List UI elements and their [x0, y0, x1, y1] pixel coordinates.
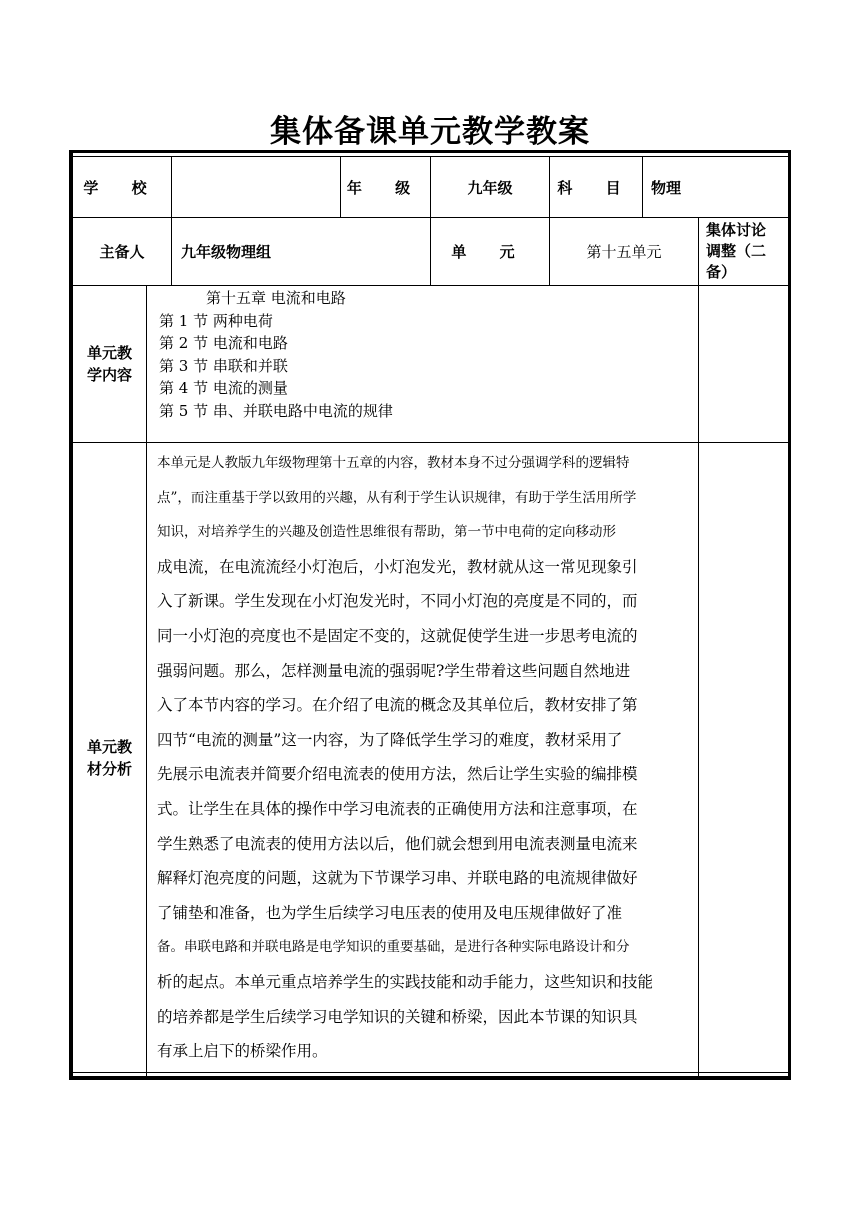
analysis-line: 式。让学生在具体的操作中学习电流表的正确使用方法和注意事项，在	[157, 799, 638, 818]
analysis-line: 入了本节内容的学习。在介绍了电流的概念及其单位后，教材安排了第	[157, 696, 638, 715]
section-item: 第 3 节 串联和并联	[159, 356, 288, 375]
school-label: 学 校	[83, 178, 161, 197]
col-divider	[698, 217, 699, 285]
page-title: 集体备课单元教学教案	[270, 114, 590, 150]
discussion-label-line: 集体讨论	[706, 221, 767, 239]
analysis-line: 成电流，在电流流经小灯泡后，小灯泡发光，教材就从这一常见现象引	[157, 557, 638, 576]
section-item: 第 1 节 两种电荷	[159, 311, 273, 330]
unit-label: 单 元	[451, 243, 529, 261]
textbook-analysis-label	[73, 443, 146, 1072]
grade-value: 九年级	[467, 178, 513, 197]
analysis-line: 知识，对培养学生的兴趣及创造性思维很有帮助，第一节中电荷的定向移动形	[157, 524, 616, 541]
subject-label: 科 目	[557, 178, 635, 197]
unit-content-list	[159, 287, 393, 422]
subject-value: 物理	[651, 178, 682, 197]
analysis-line: 了铺垫和准备，也为学生后续学习电压表的使用及电压规律做好了准	[157, 903, 623, 922]
analysis-line: 有承上启下的桥梁作用。	[157, 1042, 328, 1061]
col-divider	[642, 156, 643, 217]
analysis-line: 本单元是人教版九年级物理第十五章的内容，教材本身不过分强调学科的逻辑特	[157, 455, 630, 471]
analysis-line: 先展示电流表并简要介绍电流表的使用方法，然后让学生实验的编排模	[157, 765, 638, 784]
row-divider	[73, 442, 788, 443]
table-border-top	[69, 150, 791, 153]
section-item: 第 5 节 串、并联电路中电流的规律	[159, 401, 393, 420]
analysis-label-line: 单元教	[86, 737, 132, 756]
row-divider	[73, 1072, 788, 1073]
unit-content-label-line: 学内容	[86, 366, 132, 384]
discussion-label-line: 备）	[706, 263, 737, 281]
table-border-bottom	[69, 1076, 791, 1080]
grade-label: 年 级	[346, 178, 425, 197]
analysis-line: 四节“电流的测量”这一内容，为了降低学生学习的难度，教材采用了	[157, 730, 623, 749]
table-border-right	[788, 150, 791, 1080]
preparer-value: 九年级物理组	[181, 243, 272, 261]
analysis-line: 点”，而注重基于学以致用的兴趣，从有利于学生认识规律，有助于学生活用所学	[157, 489, 637, 506]
analysis-line: 强弱问题。那么，怎样测量电流的强弱呢?学生带着这些问题自然地进	[157, 661, 631, 680]
school-value	[172, 157, 340, 217]
row-divider	[73, 285, 788, 286]
analysis-line: 入了新课。学生发现在小灯泡发光时，不同小灯泡的亮度是不同的，而	[157, 592, 638, 611]
unit-value: 第十五单元	[586, 243, 662, 261]
analysis-line: 的培养都是学生后续学习电学知识的关键和桥梁，因此本节课的知识具	[157, 1007, 638, 1026]
chapter-title: 第十五章 电流和电路	[206, 289, 346, 307]
col-divider	[146, 285, 147, 1076]
col-divider	[698, 285, 699, 1076]
unit-content-label	[73, 286, 146, 442]
col-divider	[171, 217, 172, 285]
analysis-line: 解释灯泡亮度的问题，这就为下节课学习串、并联电路的电流规律做好	[157, 869, 638, 888]
unit-content-label-line: 单元教	[86, 344, 132, 362]
analysis-line: 析的起点。本单元重点培养学生的实践技能和动手能力，这些知识和技能	[157, 972, 654, 991]
section-item: 第 4 节 电流的测量	[159, 379, 288, 397]
analysis-line: 学生熟悉了电流表的使用方法以后，他们就会想到用电流表测量电流来	[157, 834, 638, 853]
discussion-label-line: 调整（二	[706, 242, 767, 260]
section-item: 第 2 节 电流和电路	[159, 334, 288, 352]
analysis-label-line: 材分析	[86, 759, 132, 778]
textbook-analysis-text	[157, 446, 689, 1069]
analysis-line: 同一小灯泡的亮度也不是固定不变的，这就促使学生进一步思考电流的	[157, 626, 638, 645]
analysis-line: 备。串联电路和并联电路是电学知识的重要基础，是进行各种实际电路设计和分	[157, 939, 630, 956]
discussion-adjust-label	[706, 218, 788, 285]
preparer-label: 主备人	[99, 243, 145, 261]
